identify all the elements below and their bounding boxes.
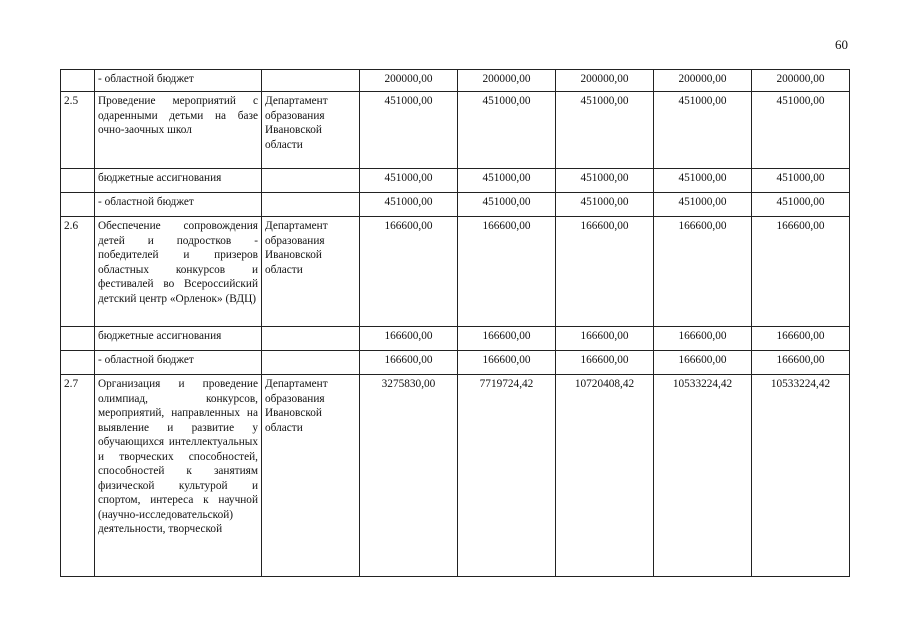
amount-cell: 451000,00: [556, 169, 654, 193]
amount-cell: 451000,00: [556, 193, 654, 217]
amount-cell: 10533224,42: [654, 375, 752, 577]
amount-cell: 166600,00: [360, 217, 458, 327]
amount-cell: 10533224,42: [752, 375, 850, 577]
amount-cell: 166600,00: [360, 351, 458, 375]
row-department: [262, 169, 360, 193]
row-description: - областной бюджет: [95, 351, 262, 375]
table-row: [61, 92, 850, 169]
row-number: [61, 193, 95, 217]
amount-cell: 166600,00: [458, 351, 556, 375]
amount-cell: 200000,00: [752, 70, 850, 92]
amount-cell: 200000,00: [654, 70, 752, 92]
amount-cell: 451000,00: [752, 193, 850, 217]
table-row: [61, 375, 850, 577]
row-description: Проведение мероприятий с одаренными детьми на базе очно-заочных школ: [95, 92, 262, 169]
amount-cell: 166600,00: [654, 351, 752, 375]
row-department: Департамент образования Ивановской области: [262, 92, 360, 169]
amount-cell: 200000,00: [360, 70, 458, 92]
row-number: 2.5: [61, 92, 95, 169]
row-department: [262, 193, 360, 217]
table-row: [61, 217, 850, 327]
amount-cell: 451000,00: [556, 92, 654, 169]
row-number: 2.7: [61, 375, 95, 577]
table-row: [61, 327, 850, 351]
row-department: Департамент образования Ивановской области: [262, 375, 360, 577]
row-number: [61, 351, 95, 375]
table-row: [61, 351, 850, 375]
row-description: - областной бюджет: [95, 70, 262, 92]
table-row: [61, 70, 850, 92]
row-number: [61, 169, 95, 193]
amount-cell: 166600,00: [752, 351, 850, 375]
amount-cell: 166600,00: [752, 217, 850, 327]
row-description: бюджетные ассигнования: [95, 169, 262, 193]
amount-cell: 451000,00: [752, 169, 850, 193]
amount-cell: 451000,00: [654, 193, 752, 217]
amount-cell: 451000,00: [458, 169, 556, 193]
amount-cell: 451000,00: [360, 193, 458, 217]
amount-cell: 166600,00: [752, 327, 850, 351]
amount-cell: 200000,00: [458, 70, 556, 92]
amount-cell: 451000,00: [360, 92, 458, 169]
amount-cell: 166600,00: [458, 217, 556, 327]
row-number: 2.6: [61, 217, 95, 327]
amount-cell: 200000,00: [556, 70, 654, 92]
row-number: [61, 70, 95, 92]
amount-cell: 166600,00: [556, 351, 654, 375]
amount-cell: 451000,00: [654, 92, 752, 169]
amount-cell: 3275830,00: [360, 375, 458, 577]
row-department: [262, 351, 360, 375]
table-row: [61, 169, 850, 193]
row-description: Обеспечение сопровождения детей и подростков - победителей и призеров областных конкурсов и фестивалей во Всероссийский детский центр «Орленок» (ВДЦ): [95, 217, 262, 327]
amount-cell: 166600,00: [458, 327, 556, 351]
row-number: [61, 327, 95, 351]
amount-cell: 451000,00: [458, 193, 556, 217]
row-department: Департамент образования Ивановской области: [262, 217, 360, 327]
amount-cell: 7719724,42: [458, 375, 556, 577]
page-number: 60: [835, 37, 848, 52]
amount-cell: 451000,00: [458, 92, 556, 169]
amount-cell: 166600,00: [654, 327, 752, 351]
amount-cell: 451000,00: [752, 92, 850, 169]
amount-cell: 166600,00: [360, 327, 458, 351]
row-description: бюджетные ассигнования: [95, 327, 262, 351]
amount-cell: 166600,00: [556, 217, 654, 327]
row-description: - областной бюджет: [95, 193, 262, 217]
budget-table: [60, 69, 850, 577]
row-department: [262, 327, 360, 351]
row-department: [262, 70, 360, 92]
amount-cell: 10720408,42: [556, 375, 654, 577]
amount-cell: 451000,00: [654, 169, 752, 193]
row-description: Организация и проведение олимпиад, конкурсов, мероприятий, направленных на выявление и развитие у обучающихся интеллектуальных и творческих способностей, способностей к занятиям физической культурой и спортом, интереса к научной (научно-исследовательской) деятельности, творческой: [95, 375, 262, 577]
amount-cell: 166600,00: [556, 327, 654, 351]
table-row: [61, 193, 850, 217]
amount-cell: 451000,00: [360, 169, 458, 193]
amount-cell: 166600,00: [654, 217, 752, 327]
